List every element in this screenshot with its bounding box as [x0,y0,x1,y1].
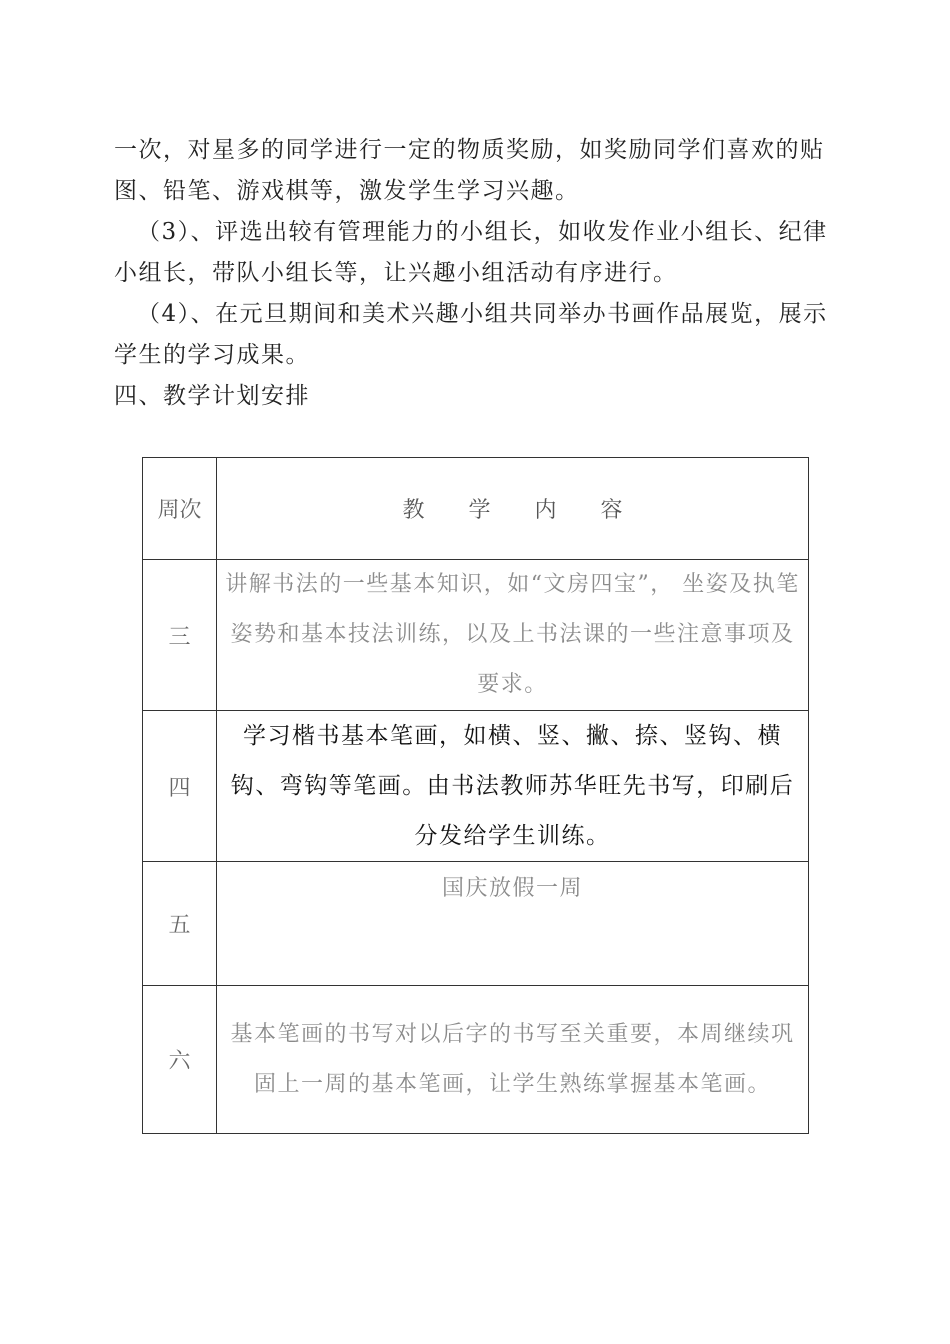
header-week: 周次 [143,458,217,560]
table-row [143,711,809,862]
week-cell: 六 [143,986,217,1134]
content-cell: 讲解书法的一些基本知识，如“文房四宝”， 坐姿及执笔姿势和基本技法训练，以及上书法课的一些注意事项及要求。 [217,560,809,711]
content-cell: 国庆放假一周 [217,862,809,986]
header-content: 教学内容 [217,458,809,560]
paragraph-group-leaders: （3）、评选出较有管理能力的小组长，如收发作业小组长、纪律小组长，带队小组长等，让兴趣小组活动有序进行。 [114,219,828,286]
paragraph-exhibition: （4）、在元旦期间和美术兴趣小组共同举办书画作品展览，展示学生的学习成果。 [114,301,828,368]
content-cell: 基本笔画的书写对以后字的书写至关重要，本周继续巩固上一周的基本笔画，让学生熟练掌握基本笔画。 [217,986,809,1134]
week-cell: 三 [143,560,217,711]
teaching-plan-table [142,457,809,1134]
table-row [143,862,809,986]
table-row [143,560,809,711]
week-cell: 五 [143,862,217,986]
week-cell: 四 [143,711,217,862]
table-header-row [143,458,809,560]
paragraph-reward: 一次，对星多的同学进行一定的物质奖励，如奖励同学们喜欢的贴图、铅笔、游戏棋等，激发学生学习兴趣。 [114,137,825,204]
section-heading-teaching-plan: 四、教学计划安排 [114,383,310,409]
table-row [143,986,809,1134]
content-cell: 学习楷书基本笔画，如横、竖、撇、捺、竖钩、横钩、弯钩等笔画。由书法教师苏华旺先书写，印刷后分发给学生训练。 [217,711,809,862]
